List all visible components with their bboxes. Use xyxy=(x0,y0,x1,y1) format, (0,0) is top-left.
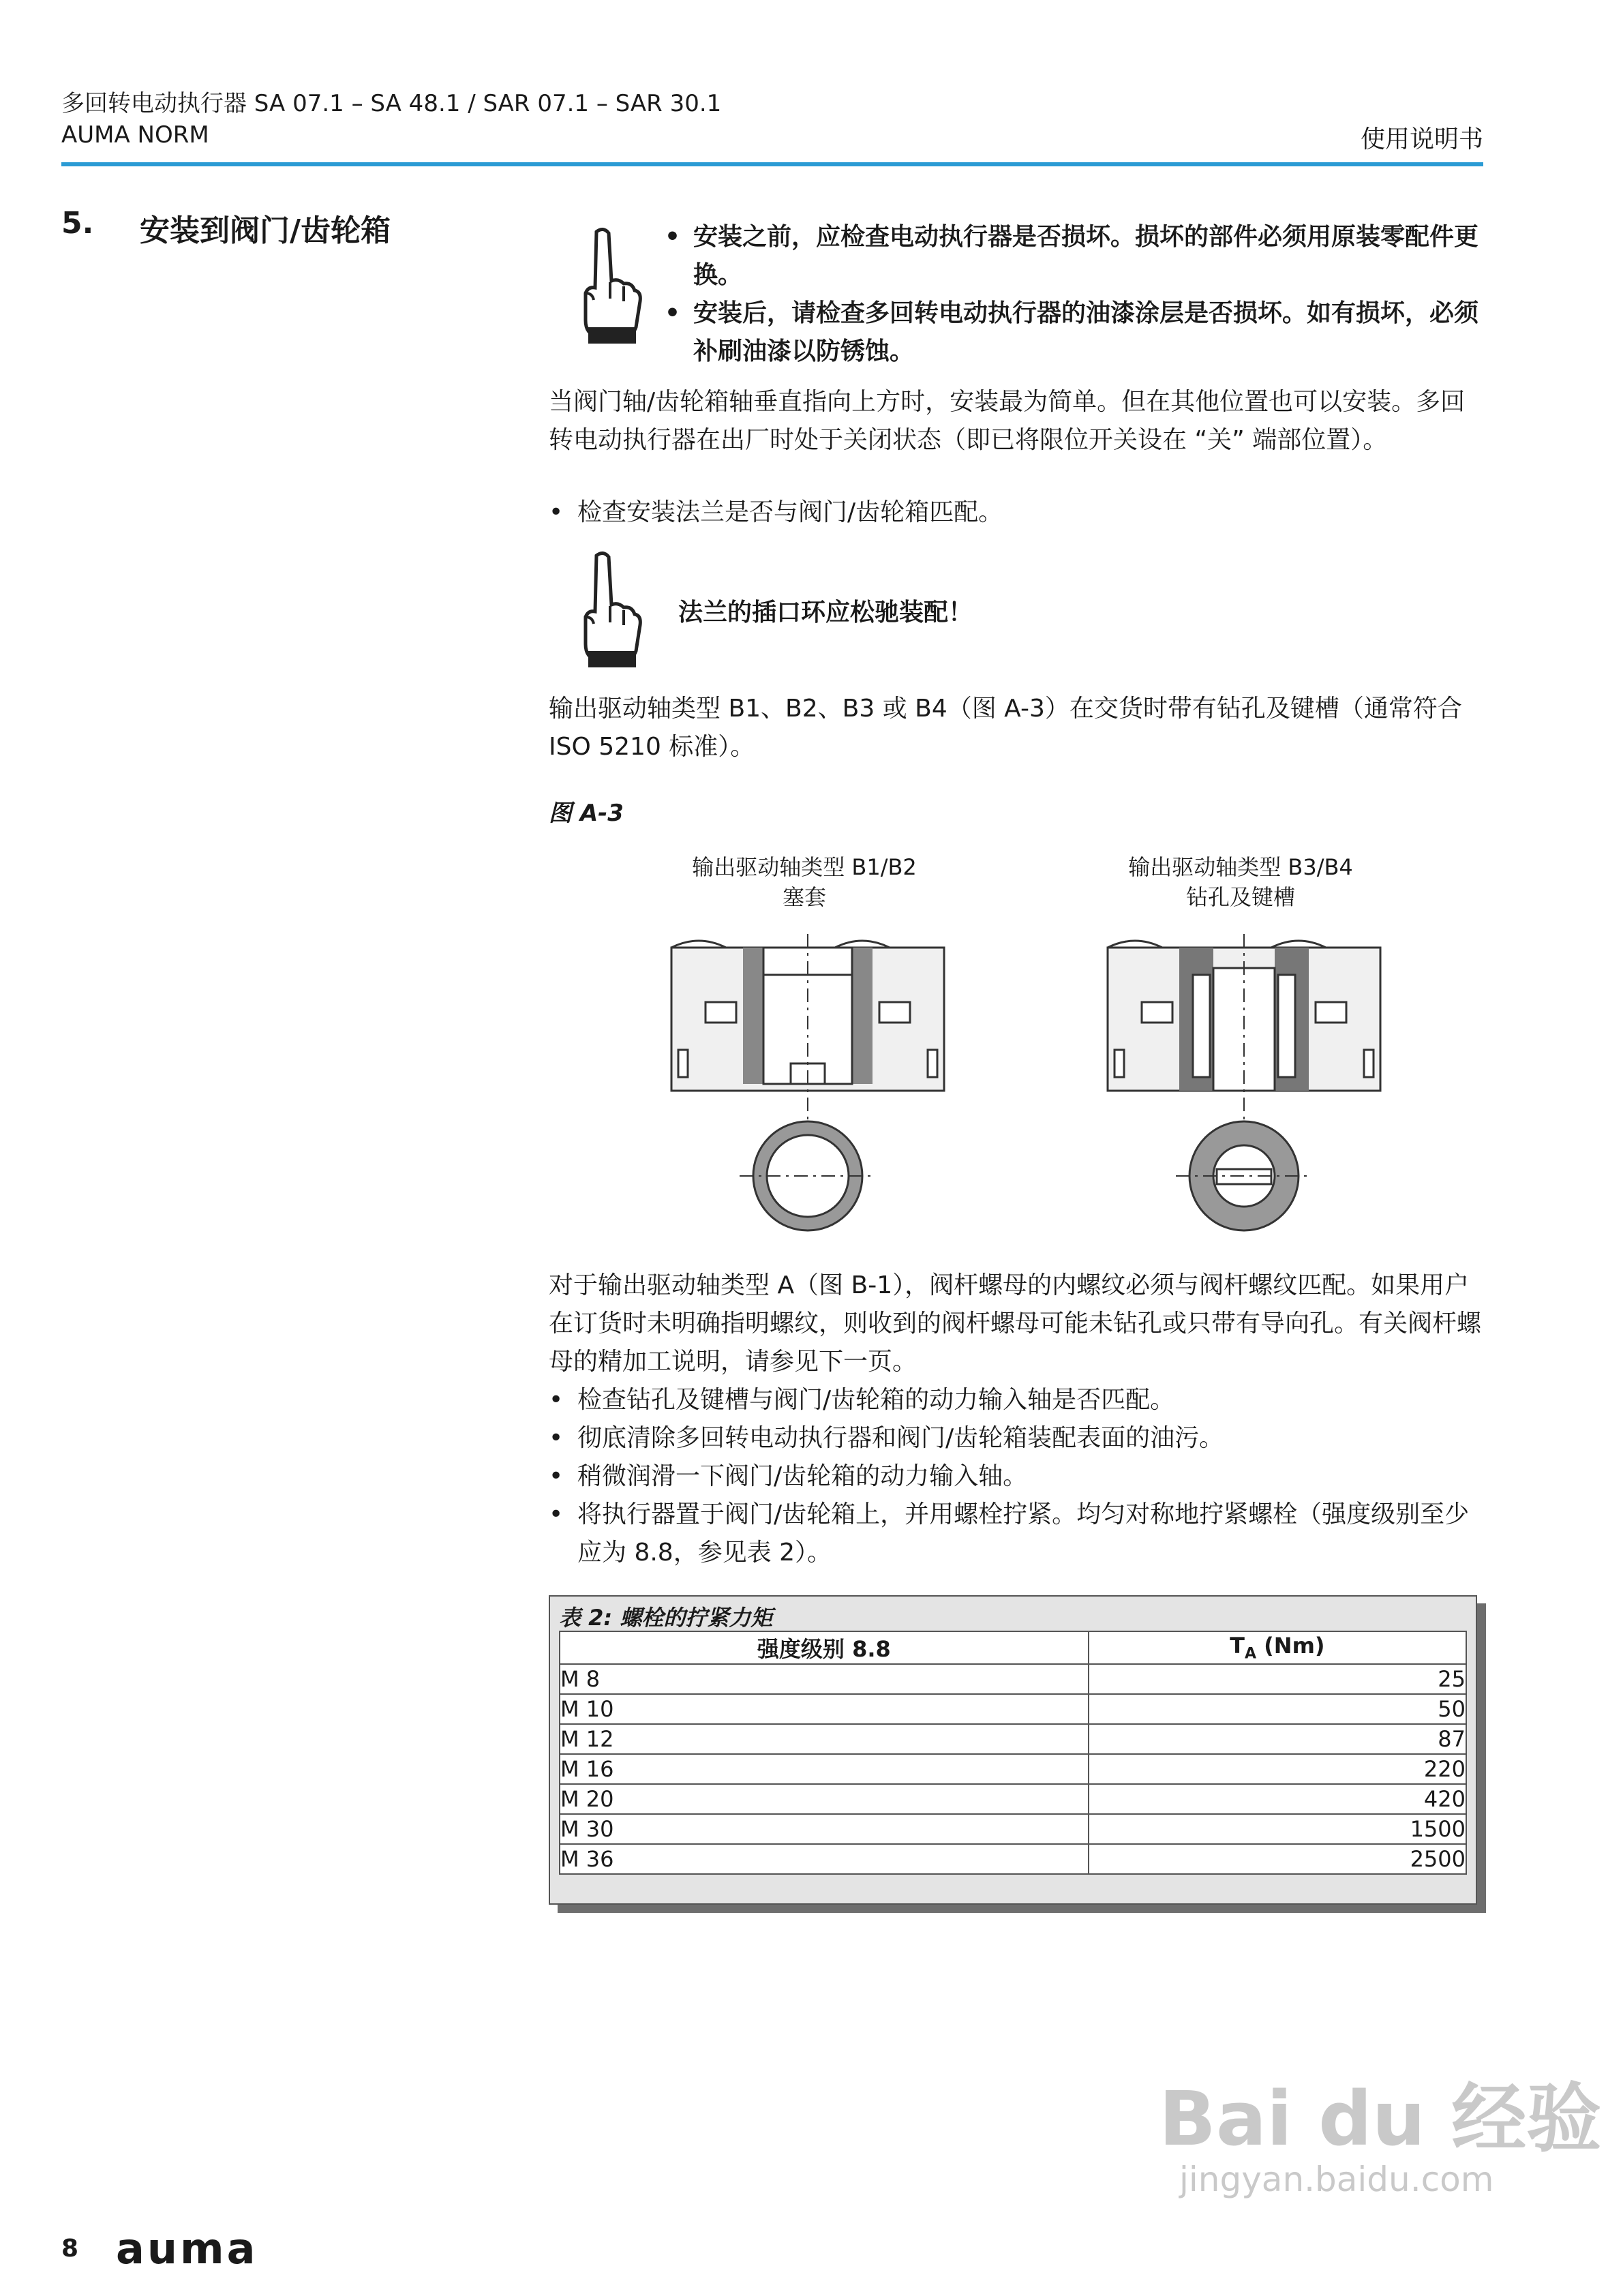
paragraph-stem-nut: 对于输出驱动轴类型 A（图 B-1），阀杆螺母的内螺纹必须与阀杆螺纹匹配。如果用户在订货时未明确指明螺纹，则收到的阀杆螺母可能未钻孔或只带有导向孔。有关阀杆螺母的精加工说明，请参见下一页。 xyxy=(549,1271,1482,1376)
figure-caption: 图 A-3 xyxy=(549,800,624,827)
header-doc-type: 使用说明书 xyxy=(1360,125,1483,153)
bolt-size: M 20 xyxy=(560,1784,1089,1814)
watermark-url: jingyan.baidu.com xyxy=(1179,2160,1494,2199)
table-row xyxy=(560,1664,1466,1694)
header-subtitle: AUMA NORM xyxy=(61,121,209,149)
drive-b1-b2-drawing xyxy=(665,934,951,1234)
pointing-hand-warning-icon xyxy=(576,549,644,671)
table-caption: 表 2: 螺栓的拧紧力矩 xyxy=(559,1605,773,1631)
warning-install-box xyxy=(549,218,1483,371)
paragraph-output-drive: 输出驱动轴类型 B1、B2、B3 或 B4（图 A-3）在交货时带有钻孔及键槽（通常符合 ISO 5210 标准）。 xyxy=(549,695,1462,761)
bolt-size: M 36 xyxy=(560,1844,1089,1874)
torque-value: 50 xyxy=(1089,1694,1466,1724)
table-row xyxy=(560,1694,1466,1724)
bolt-size: M 10 xyxy=(560,1694,1089,1724)
table-header-strength: 强度级别 8.8 xyxy=(560,1631,1089,1664)
bolt-size: M 8 xyxy=(560,1664,1089,1694)
list-item: • 检查安装法兰是否与阀门/齿轮箱匹配。 xyxy=(549,494,1483,532)
page-number: 8 xyxy=(61,2235,79,2263)
watermark-brand: Bai du 经验 xyxy=(1159,2075,1602,2162)
bolt-size: M 12 xyxy=(560,1724,1089,1754)
torque-value: 420 xyxy=(1089,1784,1466,1814)
table-row xyxy=(560,1754,1466,1784)
warning-item: • 安装后，请检查多回转电动执行器的油漆涂层是否损坏。如有损坏，必须补刷油漆以防锈蚀。 xyxy=(665,294,1483,371)
figure-left-title: 输出驱动轴类型 B1/B2 xyxy=(692,854,917,880)
paragraph-mounting: 当阀门轴/齿轮箱轴垂直指向上方时，安装最为简单。但在其他位置也可以安装。多回转电动执行器在出厂时处于关闭状态（即已将限位开关设在 “关” 端部位置）。 xyxy=(549,388,1466,454)
list-item: • 检查钻孔及键槽与阀门/齿轮箱的动力输入轴是否匹配。 xyxy=(549,1381,1483,1419)
bolt-size: M 16 xyxy=(560,1754,1089,1784)
section-number: 5. xyxy=(61,206,94,241)
torque-value: 87 xyxy=(1089,1724,1466,1754)
table-row xyxy=(560,1814,1466,1844)
torque-value: 2500 xyxy=(1089,1844,1466,1874)
figure-left-subtitle: 塞套 xyxy=(782,884,826,910)
table-header-torque: $T_A$ (Nm) xyxy=(1089,1631,1466,1664)
header-title: 多回转电动执行器 SA 07.1 – SA 48.1 / SAR 07.1 – SAR 30.1 xyxy=(61,90,722,117)
table-row xyxy=(560,1844,1466,1874)
bolt-size: M 30 xyxy=(560,1814,1089,1844)
torque-value: 25 xyxy=(1089,1664,1466,1694)
list-item: • 彻底清除多回转电动执行器和阀门/齿轮箱装配表面的油污。 xyxy=(549,1419,1483,1457)
warning-flange-text: 法兰的插口环应松驰装配！ xyxy=(678,599,973,626)
auma-logo: auma xyxy=(116,2224,258,2274)
section-title: 安装到阀门/齿轮箱 xyxy=(140,213,391,248)
table-row xyxy=(560,1724,1466,1754)
list-item: • 将执行器置于阀门/齿轮箱上，并用螺栓拧紧。均匀对称地拧紧螺栓（强度级别至少应为 8.8，参见表 2）。 xyxy=(549,1496,1483,1572)
header-rule xyxy=(61,162,1483,166)
installation-steps xyxy=(549,1381,1483,1572)
table-row xyxy=(560,1784,1466,1814)
torque-value: 1500 xyxy=(1089,1814,1466,1844)
figure-right-title: 输出驱动轴类型 B3/B4 xyxy=(1128,854,1353,880)
flange-check-list xyxy=(549,494,1483,532)
torque-table xyxy=(559,1631,1467,1875)
torque-value: 220 xyxy=(1089,1754,1466,1784)
figure-right-subtitle: 钻孔及键槽 xyxy=(1185,884,1295,910)
list-item: • 稍微润滑一下阀门/齿轮箱的动力输入轴。 xyxy=(549,1457,1483,1496)
drive-b3-b4-drawing xyxy=(1101,934,1387,1234)
warning-item: • 安装之前，应检查电动执行器是否损坏。损坏的部件必须用原装零配件更换。 xyxy=(665,218,1483,294)
